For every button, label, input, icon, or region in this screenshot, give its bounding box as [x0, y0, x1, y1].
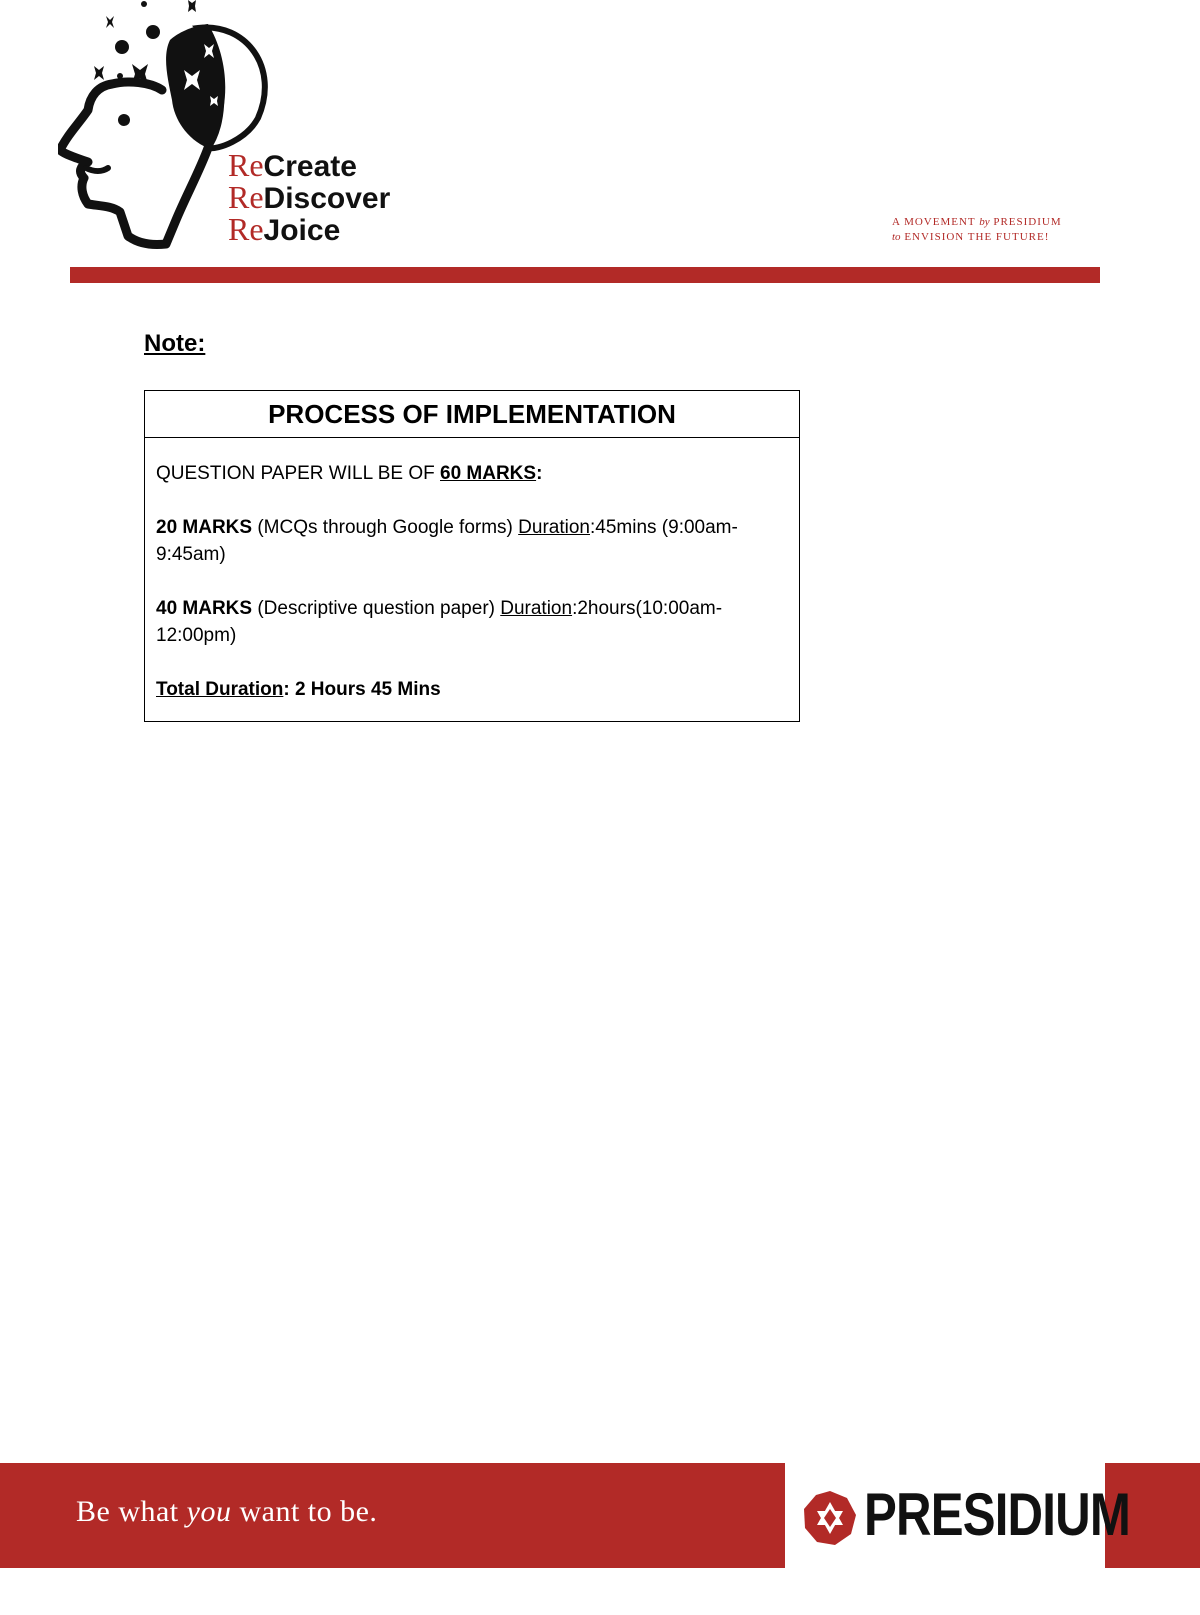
note-heading: Note:	[144, 330, 206, 357]
total-duration-line: Total Duration: 2 Hours 45 Mins	[156, 679, 441, 700]
footer-slogan: Be what you want to be.	[76, 1495, 378, 1528]
logo-line-recreate: ReCreate	[228, 147, 357, 183]
logo-wordmark	[228, 147, 391, 247]
logo-line-rediscover: ReDiscover	[228, 179, 391, 215]
box-body	[145, 438, 799, 703]
implementation-box	[144, 390, 800, 722]
paper-marks-line: QUESTION PAPER WILL BE OF 60 MARKS:	[156, 463, 543, 484]
header-divider-bar	[70, 267, 1100, 283]
descriptive-part-line: 40 MARKS (Descriptive question paper) Duration:2hours(10:00am-12:00pm)	[156, 598, 723, 646]
header-tagline	[892, 215, 1062, 245]
logo-line-rejoice: ReJoice	[228, 211, 341, 247]
presidium-emblem-icon	[802, 1490, 858, 1546]
mcq-part-line: 20 MARKS (MCQs through Google forms) Duration:45mins (9:00am-9:45am)	[156, 517, 738, 565]
tagline-line-2: to ENVISION THE FUTURE!	[892, 231, 1050, 243]
box-title: PROCESS OF IMPLEMENTATION	[145, 391, 799, 438]
tagline-line-1: A MOVEMENT by PRESIDIUM	[892, 216, 1062, 228]
presidium-wordmark: PRESIDIUM	[864, 1481, 1130, 1548]
